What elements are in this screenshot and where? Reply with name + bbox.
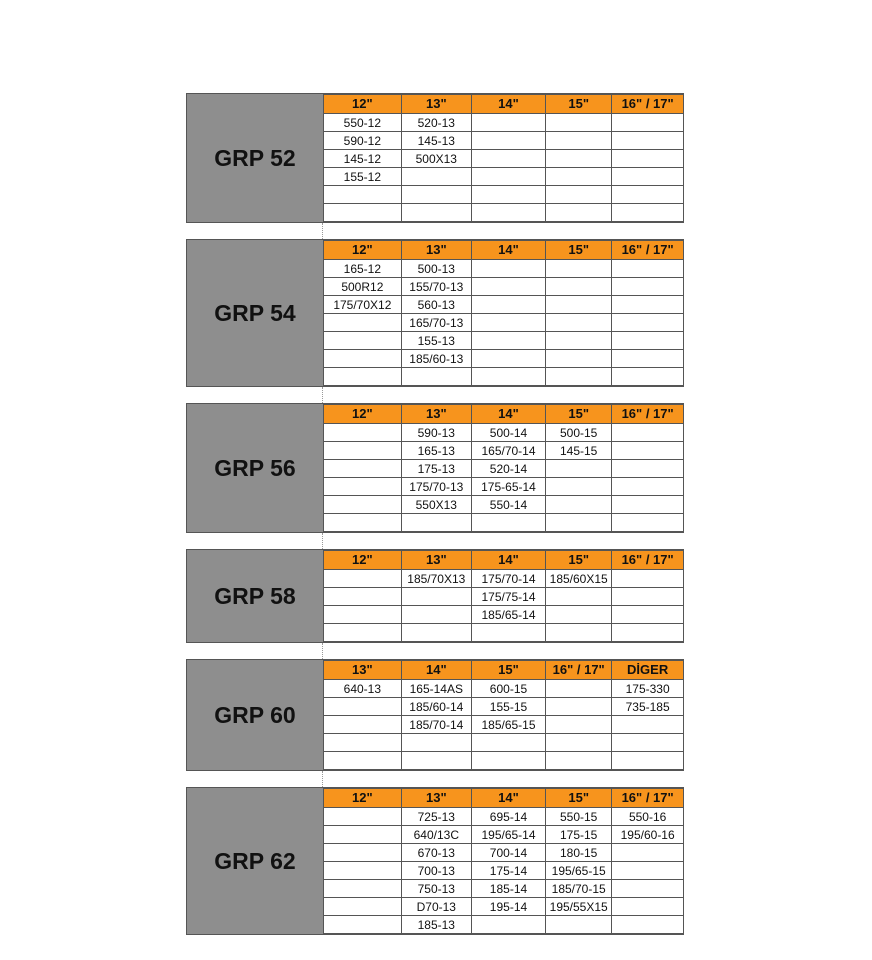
size-cell: 590-12 (324, 132, 401, 150)
size-cell (324, 478, 401, 496)
size-cell: 145-12 (324, 150, 401, 168)
table-row (324, 898, 683, 916)
size-cell (401, 588, 471, 606)
size-cell (546, 460, 612, 478)
table-row (324, 186, 683, 204)
size-table (324, 788, 683, 934)
column-header: 15" (546, 241, 612, 260)
size-cell (401, 186, 471, 204)
size-cell: 500-13 (401, 260, 471, 278)
size-cell (471, 114, 545, 132)
size-cell (401, 514, 471, 532)
tire-group (186, 93, 684, 222)
size-cell: 155-13 (401, 332, 471, 350)
size-table (324, 94, 683, 222)
size-cell (546, 150, 612, 168)
group-label: GRP 52 (187, 94, 324, 222)
size-cell (612, 132, 683, 150)
size-cell (546, 716, 612, 734)
column-header: 13" (401, 241, 471, 260)
table-row (324, 150, 683, 168)
size-cell (546, 606, 612, 624)
size-cell (401, 606, 471, 624)
size-cell: 550-15 (546, 808, 612, 826)
size-cell (612, 862, 683, 880)
size-cell: 500-14 (471, 424, 545, 442)
size-cell (546, 296, 612, 314)
size-cell (471, 350, 545, 368)
size-cell (612, 296, 683, 314)
size-cell (401, 734, 471, 752)
size-cell (546, 916, 612, 934)
column-header: 16" / 17" (612, 95, 683, 114)
column-header: 15" (546, 789, 612, 808)
size-cell: 550-14 (471, 496, 545, 514)
table-row (324, 680, 683, 698)
size-cell (324, 186, 401, 204)
column-header: 13" (401, 405, 471, 424)
size-cell (324, 698, 401, 716)
size-cell (324, 314, 401, 332)
column-header: 12" (324, 789, 401, 808)
size-cell (546, 186, 612, 204)
size-cell (546, 350, 612, 368)
size-cell: 175-13 (401, 460, 471, 478)
header-row (324, 95, 683, 114)
size-cell (612, 260, 683, 278)
column-header: 12" (324, 95, 401, 114)
size-cell: 185-13 (401, 916, 471, 934)
size-cell (546, 624, 612, 642)
size-cell: 165-12 (324, 260, 401, 278)
size-cell: 550X13 (401, 496, 471, 514)
size-table (324, 550, 683, 642)
size-cell: 175/75-14 (471, 588, 545, 606)
size-cell (612, 898, 683, 916)
size-cell: 195/65-15 (546, 862, 612, 880)
tire-group (186, 550, 684, 642)
size-cell: 185/70-14 (401, 716, 471, 734)
table-row (324, 478, 683, 496)
table-row (324, 844, 683, 862)
size-cell: 560-13 (401, 296, 471, 314)
size-cell (546, 496, 612, 514)
table-row (324, 204, 683, 222)
header-row (324, 551, 683, 570)
header-row (324, 661, 683, 680)
size-cell: 185-14 (471, 880, 545, 898)
table-row (324, 332, 683, 350)
group-spacer (186, 222, 684, 240)
size-cell: 165/70-13 (401, 314, 471, 332)
size-cell (324, 424, 401, 442)
size-cell (546, 752, 612, 770)
table-row (324, 624, 683, 642)
size-cell: 640/13C (401, 826, 471, 844)
table-row (324, 588, 683, 606)
size-cell: 500X13 (401, 150, 471, 168)
size-cell (546, 680, 612, 698)
size-cell (324, 734, 401, 752)
spacer-left (186, 643, 323, 659)
column-header: 15" (546, 551, 612, 570)
spacer-left (186, 771, 323, 787)
column-header: 16" / 17" (546, 661, 612, 680)
size-cell (612, 716, 683, 734)
size-cell: 175/70-13 (401, 478, 471, 496)
size-cell: 165-14AS (401, 680, 471, 698)
size-cell: 520-14 (471, 460, 545, 478)
size-cell: 155/70-13 (401, 278, 471, 296)
size-cell: 185/60X15 (546, 570, 612, 588)
size-cell: 590-13 (401, 424, 471, 442)
header-row (324, 789, 683, 808)
size-cell (612, 114, 683, 132)
size-cell (471, 314, 545, 332)
size-cell (324, 826, 401, 844)
size-cell: 175/70X12 (324, 296, 401, 314)
size-cell (471, 624, 545, 642)
size-cell (401, 168, 471, 186)
size-cell (612, 514, 683, 532)
size-cell: 185/70-15 (546, 880, 612, 898)
table-row (324, 496, 683, 514)
column-header: 14" (471, 789, 545, 808)
size-cell: 175-65-14 (471, 478, 545, 496)
table-row (324, 168, 683, 186)
group-label: GRP 62 (187, 788, 324, 934)
size-cell: 185/60-13 (401, 350, 471, 368)
size-cell (612, 496, 683, 514)
size-cell: 185/65-14 (471, 606, 545, 624)
group-spacer (186, 770, 684, 788)
size-cell (612, 332, 683, 350)
size-cell (324, 332, 401, 350)
size-cell: 195/60-16 (612, 826, 683, 844)
column-header: 14" (401, 661, 471, 680)
column-header: 15" (546, 405, 612, 424)
table-row (324, 514, 683, 532)
size-cell (546, 588, 612, 606)
table-row (324, 278, 683, 296)
column-header: 14" (471, 241, 545, 260)
size-cell (324, 588, 401, 606)
size-cell (401, 368, 471, 386)
table-row (324, 368, 683, 386)
size-cell (401, 204, 471, 222)
column-header: 12" (324, 551, 401, 570)
group-label: GRP 54 (187, 240, 324, 386)
spacer-left (186, 387, 323, 403)
size-cell (546, 368, 612, 386)
tire-group (186, 660, 684, 770)
size-cell: 700-13 (401, 862, 471, 880)
table-row (324, 752, 683, 770)
size-cell (612, 186, 683, 204)
table-row (324, 260, 683, 278)
size-cell (401, 624, 471, 642)
size-cell (471, 186, 545, 204)
size-cell: 640-13 (324, 680, 401, 698)
size-cell: 155-12 (324, 168, 401, 186)
size-cell: 195/65-14 (471, 826, 545, 844)
size-cell: 750-13 (401, 880, 471, 898)
size-cell (612, 314, 683, 332)
table-row (324, 698, 683, 716)
table-row (324, 296, 683, 314)
size-cell: 700-14 (471, 844, 545, 862)
size-cell: 185/70X13 (401, 570, 471, 588)
size-cell (471, 132, 545, 150)
table-row (324, 350, 683, 368)
size-cell (324, 570, 401, 588)
size-cell (324, 368, 401, 386)
size-cell (324, 496, 401, 514)
size-cell (546, 204, 612, 222)
size-cell (546, 314, 612, 332)
size-cell (324, 606, 401, 624)
size-cell (471, 260, 545, 278)
size-cell (471, 204, 545, 222)
table-row (324, 606, 683, 624)
size-cell: 725-13 (401, 808, 471, 826)
size-cell (324, 880, 401, 898)
group-label: GRP 56 (187, 404, 324, 532)
size-cell (612, 624, 683, 642)
column-header: 16" / 17" (612, 551, 683, 570)
table-row (324, 880, 683, 898)
column-header: 14" (471, 95, 545, 114)
size-cell (612, 278, 683, 296)
size-cell (612, 168, 683, 186)
column-header: 15" (546, 95, 612, 114)
table-row (324, 716, 683, 734)
size-cell: 520-13 (401, 114, 471, 132)
group-spacer (186, 386, 684, 404)
size-cell (612, 752, 683, 770)
table-row (324, 132, 683, 150)
size-cell: 175/70-14 (471, 570, 545, 588)
size-cell (612, 424, 683, 442)
column-header: 16" / 17" (612, 241, 683, 260)
size-cell: 695-14 (471, 808, 545, 826)
column-header: 15" (471, 661, 545, 680)
size-cell (612, 880, 683, 898)
size-cell (471, 278, 545, 296)
size-cell (546, 278, 612, 296)
size-cell (471, 332, 545, 350)
tire-size-groups (186, 93, 684, 935)
table-row (324, 862, 683, 880)
size-cell (546, 168, 612, 186)
spacer-left (186, 533, 323, 549)
size-cell (546, 114, 612, 132)
column-header: 13" (324, 661, 401, 680)
tire-group (186, 240, 684, 386)
size-cell: 185/65-15 (471, 716, 545, 734)
spacer-left (186, 223, 323, 239)
size-cell (546, 332, 612, 350)
size-cell: 195/55X15 (546, 898, 612, 916)
size-cell: 175-14 (471, 862, 545, 880)
size-cell: 165-13 (401, 442, 471, 460)
size-cell: 155-15 (471, 698, 545, 716)
size-cell: 670-13 (401, 844, 471, 862)
size-cell (546, 698, 612, 716)
table-row (324, 808, 683, 826)
size-cell (546, 478, 612, 496)
size-cell (546, 514, 612, 532)
size-cell (324, 350, 401, 368)
table-row (324, 424, 683, 442)
size-cell: 195-14 (471, 898, 545, 916)
column-header: 13" (401, 95, 471, 114)
column-header: 16" / 17" (612, 789, 683, 808)
size-cell (546, 132, 612, 150)
size-cell (471, 368, 545, 386)
size-cell (324, 716, 401, 734)
table-row (324, 734, 683, 752)
size-cell: 735-185 (612, 698, 683, 716)
size-cell (612, 478, 683, 496)
table-row (324, 460, 683, 478)
size-cell (612, 844, 683, 862)
column-header: 12" (324, 405, 401, 424)
size-cell: 185/60-14 (401, 698, 471, 716)
size-cell (324, 844, 401, 862)
tire-group (186, 404, 684, 532)
size-cell (324, 514, 401, 532)
size-table (324, 404, 683, 532)
column-header: DİGER (612, 661, 683, 680)
size-cell (612, 442, 683, 460)
table-row (324, 314, 683, 332)
size-cell (612, 150, 683, 168)
size-cell (324, 204, 401, 222)
size-cell (471, 296, 545, 314)
size-cell: 600-15 (471, 680, 545, 698)
header-row (324, 241, 683, 260)
size-cell (324, 460, 401, 478)
size-cell (324, 916, 401, 934)
column-header: 14" (471, 405, 545, 424)
size-cell (324, 808, 401, 826)
table-row (324, 916, 683, 934)
size-cell: 500-15 (546, 424, 612, 442)
size-cell: 165/70-14 (471, 442, 545, 460)
size-cell (612, 588, 683, 606)
size-cell (471, 916, 545, 934)
size-cell: D70-13 (401, 898, 471, 916)
size-cell (401, 752, 471, 770)
size-cell (324, 442, 401, 460)
size-cell (546, 734, 612, 752)
group-spacer (186, 642, 684, 660)
table-row (324, 114, 683, 132)
group-spacer (186, 532, 684, 550)
size-cell (612, 734, 683, 752)
column-header: 16" / 17" (612, 405, 683, 424)
size-cell (471, 150, 545, 168)
column-header: 13" (401, 551, 471, 570)
size-cell (612, 368, 683, 386)
size-cell (471, 734, 545, 752)
size-cell (471, 752, 545, 770)
size-cell (612, 570, 683, 588)
size-table (324, 660, 683, 770)
size-cell (612, 460, 683, 478)
size-cell: 145-15 (546, 442, 612, 460)
size-cell (546, 260, 612, 278)
size-cell (612, 916, 683, 934)
size-table (324, 240, 683, 386)
group-label: GRP 60 (187, 660, 324, 770)
size-cell: 550-16 (612, 808, 683, 826)
size-cell (612, 606, 683, 624)
size-cell: 500R12 (324, 278, 401, 296)
size-cell (324, 862, 401, 880)
tire-group (186, 788, 684, 935)
column-header: 13" (401, 789, 471, 808)
size-cell (324, 898, 401, 916)
size-cell: 145-13 (401, 132, 471, 150)
size-cell (324, 624, 401, 642)
size-cell (324, 752, 401, 770)
column-header: 14" (471, 551, 545, 570)
table-row (324, 826, 683, 844)
size-cell (471, 514, 545, 532)
table-row (324, 570, 683, 588)
table-row (324, 442, 683, 460)
column-header: 12" (324, 241, 401, 260)
size-cell: 175-15 (546, 826, 612, 844)
size-cell (471, 168, 545, 186)
size-cell (612, 350, 683, 368)
size-cell: 180-15 (546, 844, 612, 862)
group-label: GRP 58 (187, 550, 324, 642)
size-cell: 175-330 (612, 680, 683, 698)
size-cell (612, 204, 683, 222)
header-row (324, 405, 683, 424)
size-cell: 550-12 (324, 114, 401, 132)
